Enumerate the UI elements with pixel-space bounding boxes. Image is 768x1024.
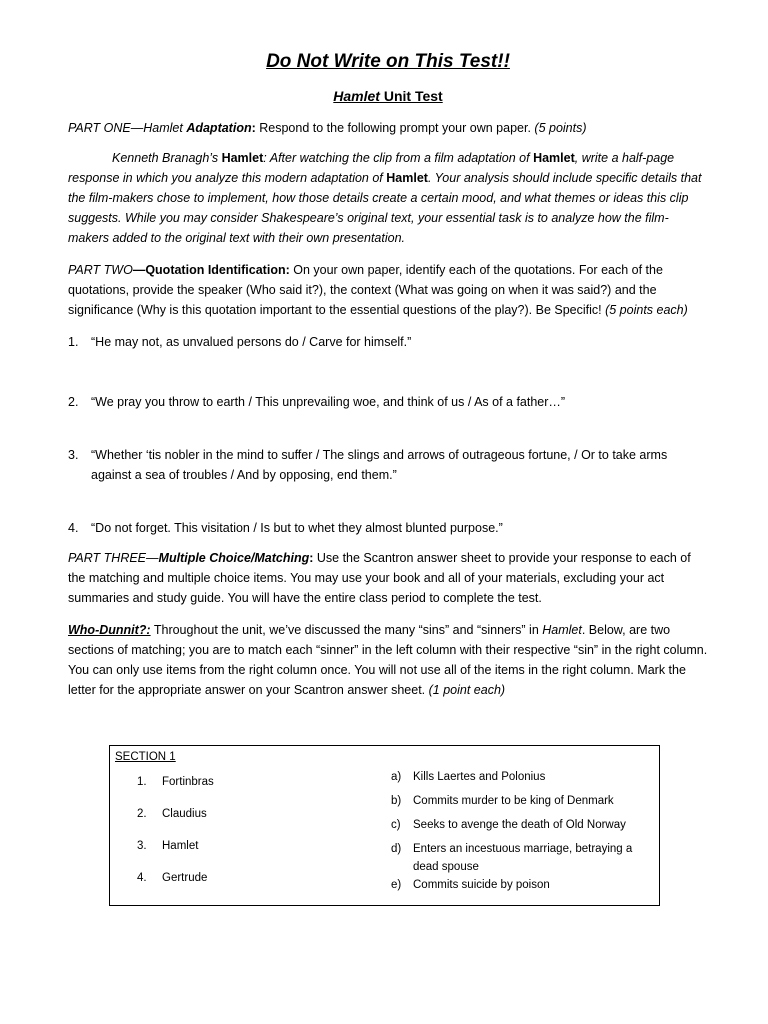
quotation-text: “Whether ‘tis nobler in the mind to suffer / The slings and arrows of outrageous fortune, / Or to take arms against a sea of troubles / And by opposing, end them.” — [91, 448, 668, 482]
sins-column — [391, 768, 651, 900]
sinner-name: Claudius — [162, 808, 207, 820]
sin-text: Seeks to avenge the death of Old Norway — [413, 819, 626, 831]
quotation-item — [68, 445, 708, 485]
quotation-item — [68, 332, 708, 352]
sin-letter: c) — [391, 819, 401, 831]
sin-item — [391, 816, 651, 834]
prompt-text-d: . Your analysis should include specific details that the film-makers chose to implement, how those details create a certain mood, and what themes or ideas this clip suggests. While you may consider Shakespeare’s original text, your essential task is to analyze how the film-makers added to the original text with their own presentation. — [68, 171, 702, 245]
who-dunnit-points: (1 point each) — [428, 683, 506, 697]
part-three-label-c: : — [309, 551, 314, 565]
prompt-text-c: , write a half-page response in which you analyze this modern adaptation of — [68, 151, 675, 185]
part-two-instruction: On your own paper, identify each of the quotations. For each of the quotations, provide the speaker (Who said it?), the context (What was going on when it was said?) and the significance (Why is this quotation important to the essential questions of the play?). Be Specific! — [68, 263, 663, 317]
sinner-name: Hamlet — [162, 840, 199, 852]
film-prompt — [68, 148, 708, 248]
sin-item — [391, 768, 651, 786]
matching-section-box — [109, 745, 660, 906]
part-three-instruction: Use the Scantron answer sheet to provide your response to each of the matching and multiple choice items. You may use your book and all of your materials, excluding your act summaries and study guide. You will have the entire class period to complete the test. — [68, 551, 691, 605]
part-one-label: PART ONE—Hamlet — [68, 121, 187, 135]
sin-letter: b) — [391, 795, 402, 807]
sinner-item — [137, 870, 317, 902]
page-title: Do Not Write on This Test!! — [266, 51, 510, 72]
sinner-item — [137, 806, 317, 838]
sinner-item — [137, 838, 317, 870]
part-one-instruction: Respond to the following prompt your own paper. — [255, 121, 535, 135]
who-dunnit-hamlet: Hamlet — [542, 623, 582, 637]
who-dunnit-instructions — [68, 620, 708, 700]
sin-item — [391, 840, 651, 876]
sin-text: Enters an incestuous marriage, betraying a dead spouse — [413, 843, 633, 873]
sin-text: Kills Laertes and Polonius — [413, 771, 546, 783]
quotation-number: 3. — [68, 448, 79, 462]
sinner-name: Fortinbras — [162, 776, 214, 788]
quotation-number: 2. — [68, 395, 79, 409]
quotation-text: “He may not, as unvalued persons do / Carve for himself.” — [91, 335, 412, 349]
part-one-label-italic: Adaptation — [186, 121, 252, 135]
quotation-text: “We pray you throw to earth / This unprevailing woe, and think of us / As of a father…” — [91, 395, 566, 409]
part-one-label-colon: : — [251, 121, 256, 135]
test-subtitle — [68, 86, 708, 106]
sin-item — [391, 792, 651, 810]
quotation-number: 4. — [68, 521, 79, 535]
prompt-hamlet-1: Hamlet — [221, 151, 264, 165]
who-dunnit-text-a: Throughout the unit, we’ve discussed the many “sins” and “sinners” in — [150, 623, 543, 637]
part-three-label-a: PART THREE— — [68, 551, 159, 565]
sinner-number: 3. — [137, 840, 147, 852]
part-two-points: (5 points each) — [605, 303, 688, 317]
prompt-hamlet-2: Hamlet — [533, 151, 575, 165]
part-two-label-italic: PART TWO — [68, 263, 133, 277]
sinner-item — [137, 774, 317, 806]
section-heading: SECTION 1 — [115, 751, 176, 763]
part-three-instructions — [68, 548, 708, 608]
sin-text: Commits murder to be king of Denmark — [413, 795, 614, 807]
who-dunnit-text-b: . Below, are two sections of matching; you are to match each “sinner” in the left column with their respective “sin” in the right column. You can only use items from the right column once. You will not use all of the items in the right column. Mark the letter for the appropriate answer on your Scantron answer sheet. — [68, 623, 708, 697]
quotation-item — [68, 518, 708, 538]
subtitle-work: Hamlet — [333, 88, 380, 104]
prompt-text-b: : After watching the clip from a film adaptation of — [263, 151, 534, 165]
quotation-item — [68, 392, 708, 412]
test-page — [68, 50, 708, 891]
sinner-number: 4. — [137, 872, 147, 884]
sinner-number: 2. — [137, 808, 147, 820]
sin-letter: e) — [391, 879, 402, 891]
part-two-instructions — [68, 260, 708, 320]
sinner-number: 1. — [137, 776, 147, 788]
sinners-column — [137, 774, 317, 902]
subtitle-rest: Unit Test — [379, 88, 443, 104]
sinner-name: Gertrude — [162, 872, 208, 884]
prompt-hamlet-3: Hamlet — [386, 171, 428, 185]
sin-text: Commits suicide by poison — [413, 879, 550, 891]
who-dunnit-label: Who-Dunnit?: — [68, 623, 151, 637]
quotation-text: “Do not forget. This visitation / Is but to whet they almost blunted purpose.” — [91, 521, 503, 535]
part-two-label: —Quotation Identification: — [132, 263, 290, 277]
part-one-points: (5 points) — [534, 121, 587, 135]
sin-letter: a) — [391, 771, 402, 783]
prompt-text-a: Kenneth Branagh’s — [112, 151, 222, 165]
quotation-number: 1. — [68, 335, 79, 349]
sin-letter: d) — [391, 843, 402, 855]
part-one-instructions — [68, 118, 708, 138]
part-three-label-b: Multiple Choice/Matching — [158, 551, 310, 565]
sin-item — [391, 876, 651, 894]
